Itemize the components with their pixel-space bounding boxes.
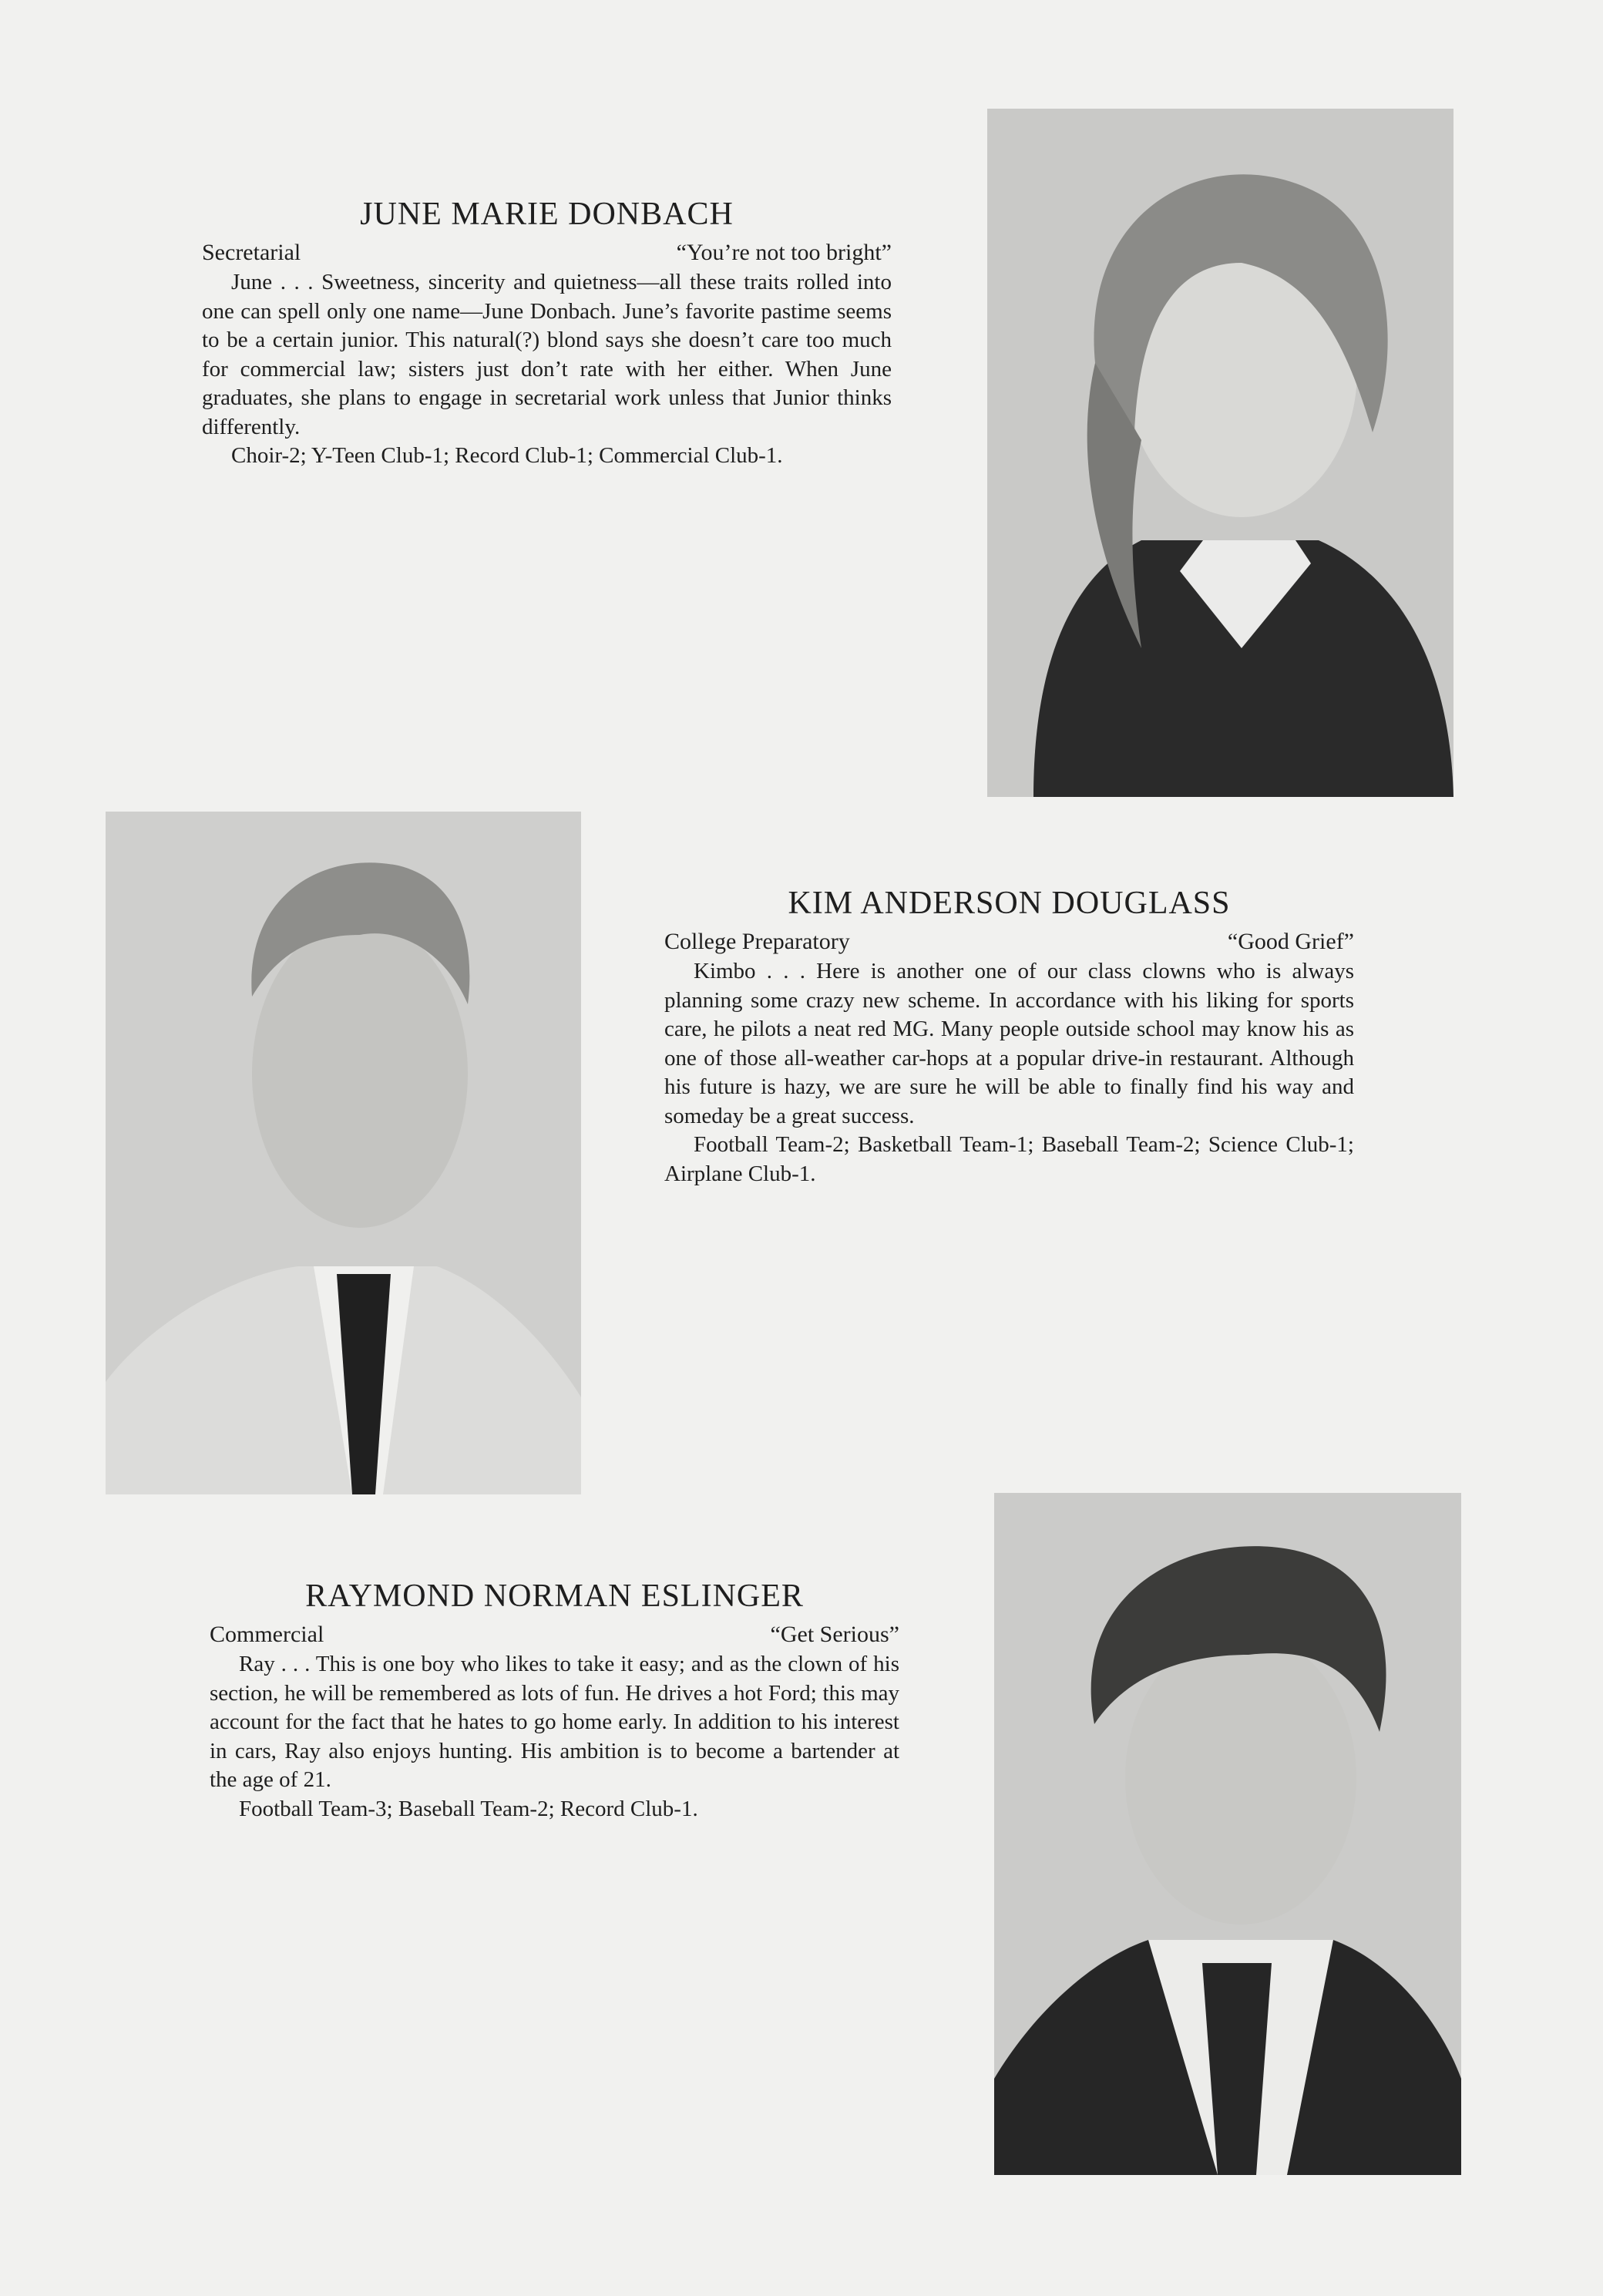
entry-raymond-eslinger [210, 1578, 899, 1824]
course-quote-line [664, 928, 1354, 956]
portrait-photo-raymond [994, 1493, 1461, 2175]
student-name: RAYMOND NORMAN ESLINGER [305, 1578, 804, 1614]
student-activities: Football Team-2; Basketball Team-1; Baseball Team-2; Science Club-1; Airplane Club-1. [664, 1132, 1354, 1186]
course-quote-line [202, 239, 892, 267]
course-label: Secretarial [202, 240, 301, 265]
course-quote-line [210, 1621, 899, 1649]
student-quote: “Good Grief” [1227, 929, 1354, 954]
portrait-photo-kim [106, 812, 581, 1494]
course-label: Commercial [210, 1622, 324, 1647]
student-activities: Choir-2; Y-Teen Club-1; Record Club-1; Commercial Club-1. [231, 443, 783, 468]
entry-june-donbach [202, 196, 892, 471]
entry-kim-douglass [664, 885, 1354, 1188]
student-quote: “Get Serious” [770, 1622, 899, 1647]
student-bio: June . . . Sweetness, sincerity and quietness—all these traits rolled into one can spell only one name—June Donbach. June’s favorite pastime seems to be a certain junior. This natural(?) blond says she doesn’t care too much for commercial law; sisters just don’t rate with her either. When June graduates, she plans to engage in secretarial work unless that Junior thinks differently. [202, 270, 892, 439]
course-label: College Preparatory [664, 929, 850, 954]
student-bio: Ray . . . This is one boy who likes to take it easy; and as the clown of his section, he will be remembered as lots of fun. He drives a hot Ford; this may account for the fact that he hates to go home early. In addition to his interest in cars, Ray also enjoys hunting. His ambition is to become a bartender at the age of 21. [210, 1652, 899, 1792]
student-activities: Football Team-3; Baseball Team-2; Record Club-1. [239, 1796, 698, 1821]
student-bio: Kimbo . . . Here is another one of our class clowns who is always planning some crazy new scheme. In accordance with his liking for sports care, he pilots a neat red MG. Many people outside school may know his as one of those all-weather car-hops at a popular drive-in restaurant. Although his future is hazy, we are sure he will be able to finally find his way and someday be a great success. [664, 959, 1354, 1128]
student-name: JUNE MARIE DONBACH [360, 197, 734, 232]
portrait-photo-june [987, 109, 1453, 797]
student-name: KIM ANDERSON DOUGLASS [788, 886, 1231, 921]
student-quote: “You’re not too bright” [676, 240, 892, 265]
